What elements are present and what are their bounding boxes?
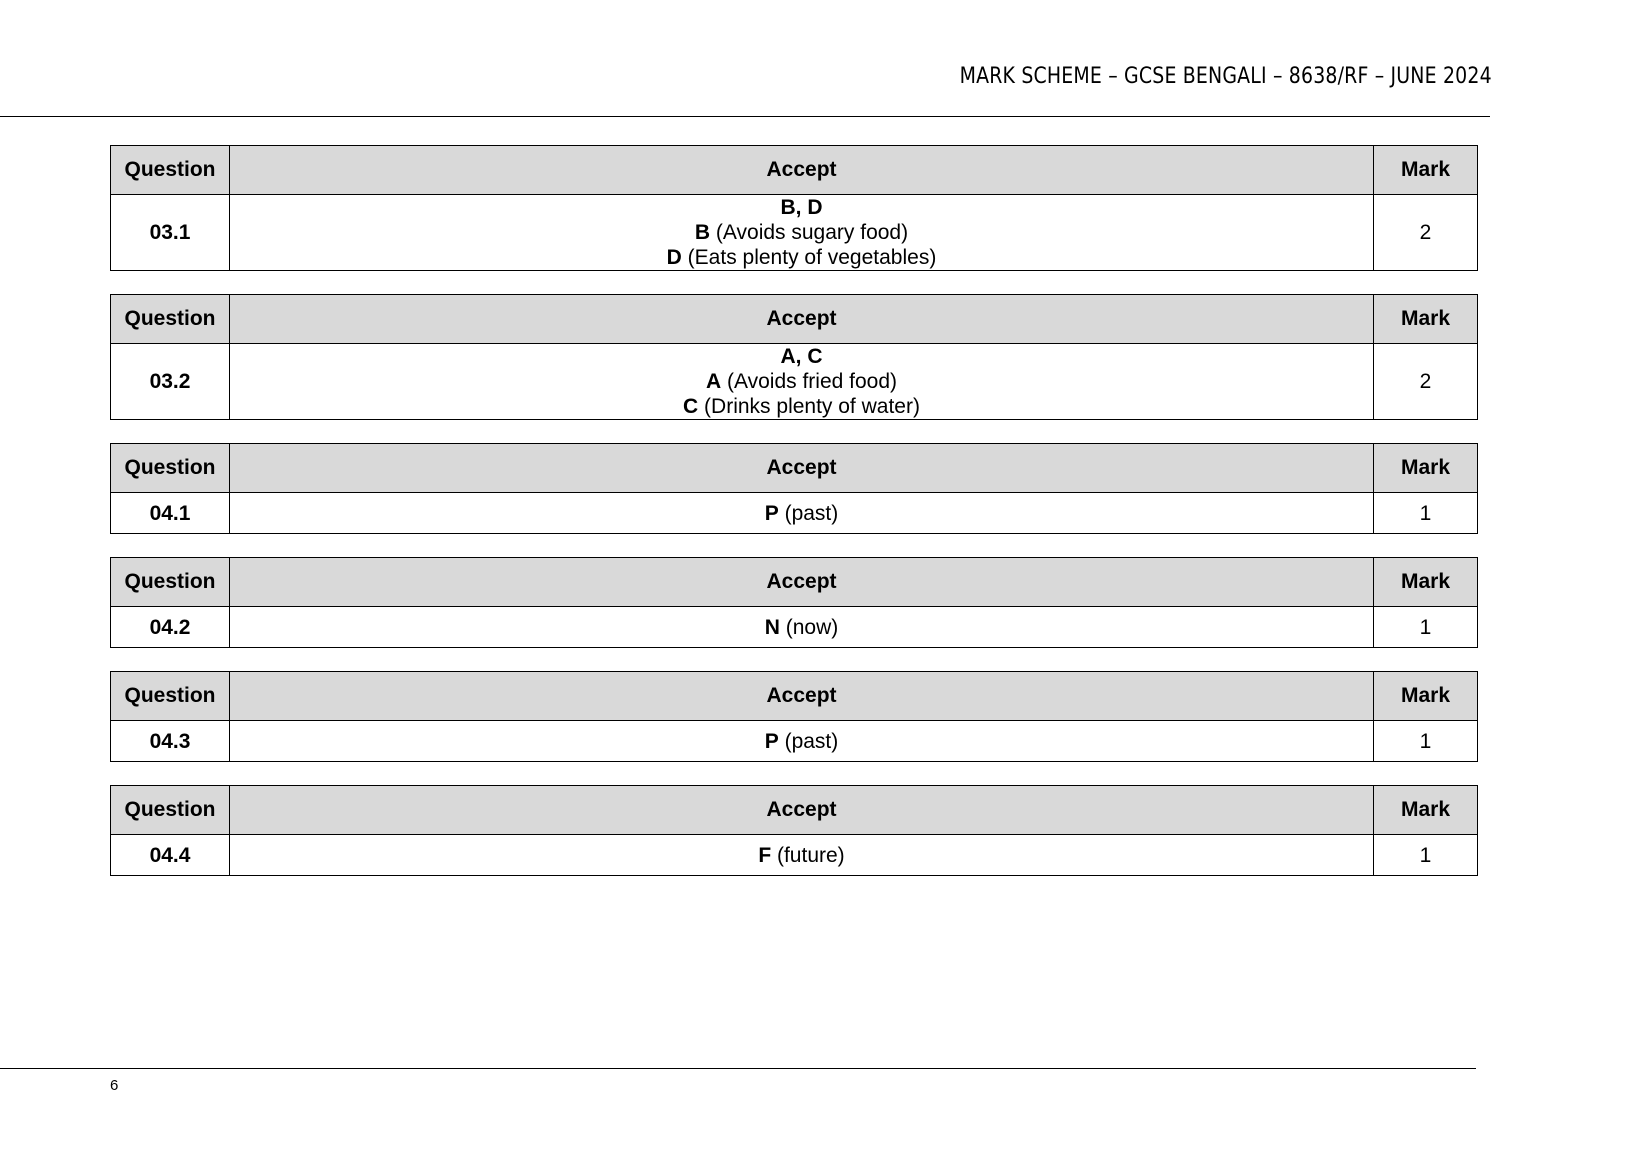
accepted-answers <box>230 344 1374 420</box>
table-header-row <box>111 444 1478 493</box>
answer-letter: P <box>764 501 779 525</box>
table-header-row <box>111 672 1478 721</box>
accepted-answers <box>230 835 1374 876</box>
table-row <box>111 195 1478 271</box>
question-number: 04.4 <box>111 835 230 876</box>
question-number: 03.2 <box>111 344 230 420</box>
answer-letter: A <box>705 370 722 393</box>
answer-letter: F <box>758 843 772 867</box>
answer-line <box>230 220 1373 245</box>
accepted-answers <box>230 195 1374 271</box>
answer-text: (past) <box>778 501 839 525</box>
question-table-03-1 <box>110 145 1478 271</box>
answer-text: (Drinks plenty of water) <box>698 395 920 418</box>
question-table-04-1 <box>110 443 1478 534</box>
answer-line <box>230 245 1373 270</box>
accepted-answers <box>230 721 1374 762</box>
question-column-header: Question <box>111 786 230 835</box>
answer-text: (Avoids sugary food) <box>710 221 909 244</box>
accept-column-header: Accept <box>230 786 1374 835</box>
answer-letter: D <box>666 246 682 269</box>
answer-text: (future) <box>771 843 845 867</box>
mark-value: 1 <box>1374 835 1478 876</box>
table-header-row <box>111 146 1478 195</box>
table-row <box>111 493 1478 534</box>
table-header-row <box>111 786 1478 835</box>
question-column-header: Question <box>111 672 230 721</box>
question-table-04-3 <box>110 671 1478 762</box>
answer-text: (Eats plenty of vegetables) <box>681 246 937 269</box>
mark-value: 1 <box>1374 607 1478 648</box>
answer-line <box>230 394 1373 419</box>
question-table-04-4 <box>110 785 1478 876</box>
answer-text: (Avoids fried food) <box>721 370 898 393</box>
question-number: 03.1 <box>111 195 230 271</box>
page-number: 6 <box>110 1077 119 1094</box>
mark-column-header: Mark <box>1374 295 1478 344</box>
accept-column-header: Accept <box>230 444 1374 493</box>
question-table-03-2 <box>110 294 1478 420</box>
answer-text: (past) <box>778 729 839 753</box>
question-number: 04.1 <box>111 493 230 534</box>
table-row <box>111 607 1478 648</box>
accept-column-header: Accept <box>230 558 1374 607</box>
answer-line <box>230 369 1373 394</box>
mark-scheme-tables <box>110 145 1477 899</box>
table-row <box>111 344 1478 420</box>
accepted-answers <box>230 607 1374 648</box>
table-row <box>111 721 1478 762</box>
answer-text: (now) <box>779 615 839 639</box>
mark-column-header: Mark <box>1374 146 1478 195</box>
mark-column-header: Mark <box>1374 672 1478 721</box>
accept-column-header: Accept <box>230 295 1374 344</box>
footer-divider <box>0 1068 1476 1069</box>
question-column-header: Question <box>111 146 230 195</box>
mark-value: 1 <box>1374 493 1478 534</box>
question-column-header: Question <box>111 558 230 607</box>
answer-summary: A, C <box>780 345 823 368</box>
mark-column-header: Mark <box>1374 558 1478 607</box>
question-column-header: Question <box>111 444 230 493</box>
answer-summary: B, D <box>780 196 823 219</box>
mark-value: 1 <box>1374 721 1478 762</box>
answer-letter: C <box>683 395 699 418</box>
mark-value: 2 <box>1374 344 1478 420</box>
table-row <box>111 835 1478 876</box>
mark-value: 2 <box>1374 195 1478 271</box>
answer-letter: P <box>764 729 779 753</box>
question-number: 04.3 <box>111 721 230 762</box>
table-header-row <box>111 295 1478 344</box>
answer-letter: N <box>764 615 780 639</box>
question-table-04-2 <box>110 557 1478 648</box>
header-divider <box>0 116 1490 117</box>
accepted-answers <box>230 493 1374 534</box>
table-header-row <box>111 558 1478 607</box>
accept-column-header: Accept <box>230 146 1374 195</box>
mark-column-header: Mark <box>1374 786 1478 835</box>
mark-column-header: Mark <box>1374 444 1478 493</box>
question-column-header: Question <box>111 295 230 344</box>
accept-column-header: Accept <box>230 672 1374 721</box>
answer-letter: B <box>694 221 711 244</box>
page-header-title: MARK SCHEME – GCSE BENGALI – 8638/RF – JUNE 2024 <box>959 64 1492 89</box>
question-number: 04.2 <box>111 607 230 648</box>
